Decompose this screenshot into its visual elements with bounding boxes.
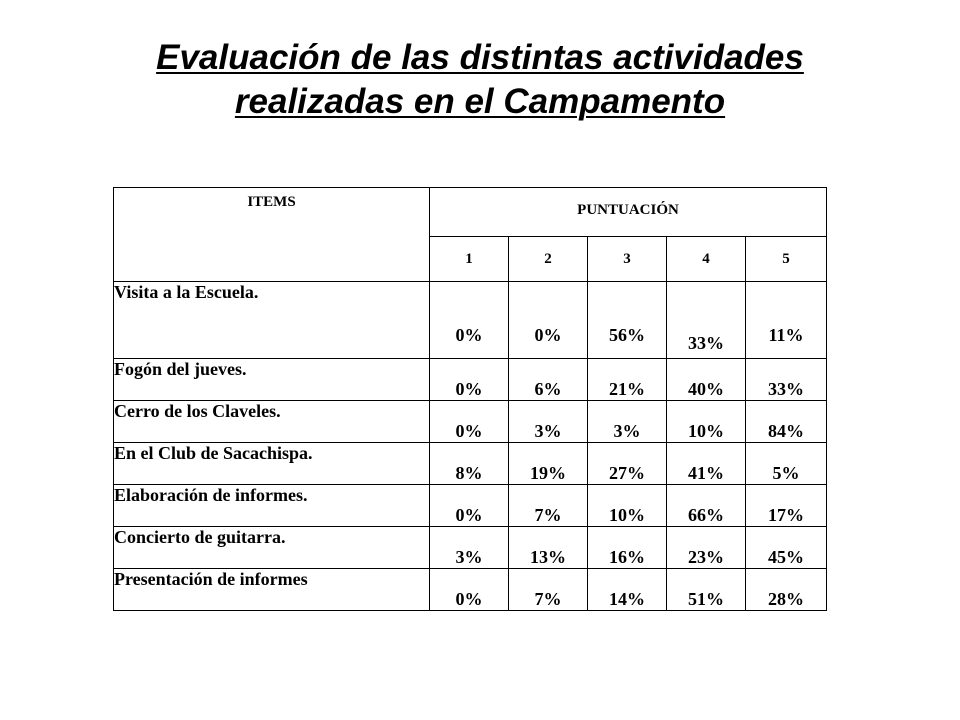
score-value-5: 28%	[746, 569, 827, 611]
score-value-2: 7%	[509, 569, 588, 611]
score-value-3: 16%	[588, 527, 667, 569]
page-title	[0, 36, 960, 124]
title-line-2: realizadas en el Campamento	[234, 82, 726, 121]
table-row	[114, 569, 827, 611]
score-header: PUNTUACIÓN	[430, 188, 827, 237]
score-value-1: 0%	[430, 359, 509, 401]
score-value-3: 56%	[588, 282, 667, 359]
score-value-1: 8%	[430, 443, 509, 485]
score-value-5: 11%	[746, 282, 827, 359]
score-value-4: 33%	[667, 282, 746, 359]
score-level-5: 5	[746, 237, 827, 282]
score-level-4: 4	[667, 237, 746, 282]
score-level-3: 3	[588, 237, 667, 282]
table-row	[114, 401, 827, 443]
score-value-1: 0%	[430, 485, 509, 527]
score-value-5: 84%	[746, 401, 827, 443]
header-row	[114, 188, 827, 237]
score-value-1: 3%	[430, 527, 509, 569]
item-label: Presentación de informes	[114, 569, 430, 611]
score-level-1: 1	[430, 237, 509, 282]
score-value-4: 23%	[667, 527, 746, 569]
score-value-5: 33%	[746, 359, 827, 401]
score-value-1: 0%	[430, 282, 509, 359]
table-row	[114, 443, 827, 485]
score-value-5: 5%	[746, 443, 827, 485]
item-label: Fogón del jueves.	[114, 359, 430, 401]
score-value-3: 21%	[588, 359, 667, 401]
score-value-2: 13%	[509, 527, 588, 569]
score-value-3: 14%	[588, 569, 667, 611]
score-value-4: 66%	[667, 485, 746, 527]
table-row	[114, 527, 827, 569]
score-value-4: 51%	[667, 569, 746, 611]
table-row	[114, 485, 827, 527]
item-label: Concierto de guitarra.	[114, 527, 430, 569]
table-row	[114, 359, 827, 401]
item-label: Visita a la Escuela.	[114, 282, 430, 359]
title-line-1: Evaluación de las distintas actividades	[156, 38, 804, 77]
score-value-3: 27%	[588, 443, 667, 485]
score-value-2: 19%	[509, 443, 588, 485]
score-value-4: 40%	[667, 359, 746, 401]
evaluation-table-body	[114, 188, 827, 611]
score-value-5: 17%	[746, 485, 827, 527]
items-header: ITEMS	[114, 188, 430, 282]
score-value-2: 3%	[509, 401, 588, 443]
score-value-3: 10%	[588, 485, 667, 527]
score-value-5: 45%	[746, 527, 827, 569]
item-label: Cerro de los Claveles.	[114, 401, 430, 443]
score-value-4: 10%	[667, 401, 746, 443]
score-value-2: 0%	[509, 282, 588, 359]
score-level-2: 2	[509, 237, 588, 282]
score-value-4: 41%	[667, 443, 746, 485]
score-value-2: 6%	[509, 359, 588, 401]
score-value-1: 0%	[430, 569, 509, 611]
item-label: Elaboración de informes.	[114, 485, 430, 527]
score-value-3: 3%	[588, 401, 667, 443]
evaluation-table	[113, 187, 827, 611]
score-value-2: 7%	[509, 485, 588, 527]
item-label: En el Club de Sacachispa.	[114, 443, 430, 485]
score-value-1: 0%	[430, 401, 509, 443]
table-row	[114, 282, 827, 359]
